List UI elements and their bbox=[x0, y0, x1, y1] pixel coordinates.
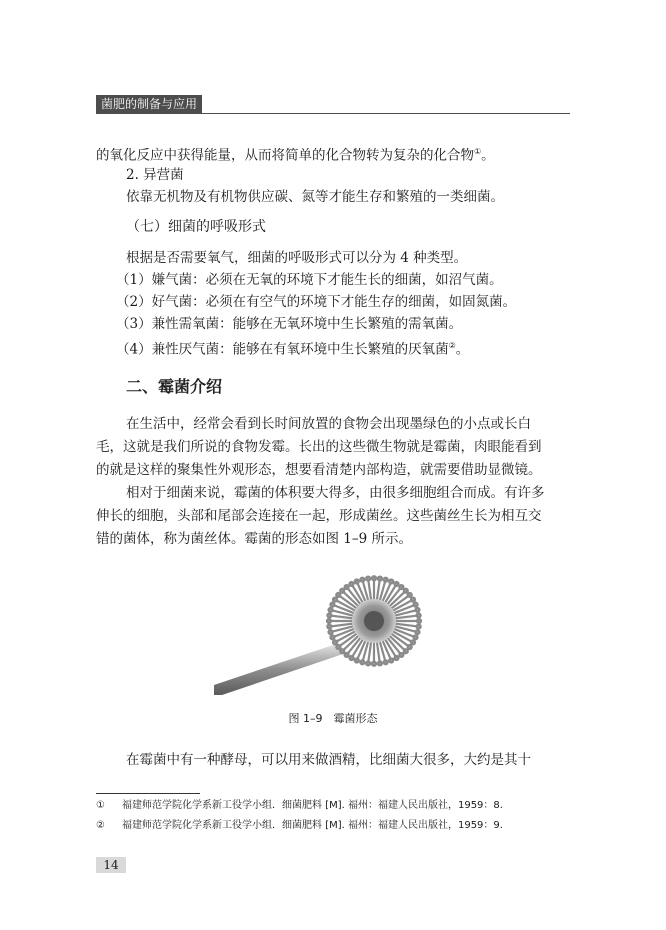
header-divider bbox=[96, 113, 570, 114]
paragraph-1-line-3: 的就是这样的聚集性外观形态，想要看清楚内部构造，就需要借助显微镜。 bbox=[96, 462, 542, 478]
figure-caption: 图 1–9 霉菌形态 bbox=[288, 712, 378, 725]
footnote-ref-1: ① bbox=[474, 147, 482, 156]
paragraph-2-line-1: 相对于细菌来说，霉菌的体积要大得多，由很多细胞组合而成。有许多 bbox=[126, 485, 545, 501]
running-header: 菌肥的制备与应用 bbox=[96, 95, 202, 113]
page-number: 14 bbox=[96, 857, 126, 873]
body-line: 根据是否需要氧气，细菌的呼吸形式可以分为 4 种类型。 bbox=[126, 250, 468, 266]
mold-sporangium-illustration bbox=[214, 573, 458, 695]
section-heading: （七）细菌的呼吸形式 bbox=[126, 219, 266, 235]
footnote-divider bbox=[96, 793, 200, 794]
list-item-2: （2）好气菌：必须在有空气的环境下才能生存的细菌，如固氮菌。 bbox=[116, 294, 517, 310]
chapter-heading: 二、霉菌介绍 bbox=[126, 377, 223, 396]
footnote-2: ② 福建师范学院化学系新工役学小组．细菌肥料 [M]. 福州：福建人民出版社，1959：9. bbox=[96, 820, 503, 831]
subheading-heterotroph: 2. 异营菌 bbox=[126, 167, 184, 183]
body-line: 依靠无机物及有机物供应碳、氮等才能生存和繁殖的一类细菌。 bbox=[126, 189, 504, 205]
paragraph-2-line-3: 错的菌体，称为菌丝体。霉菌的形态如图 1–9 所示。 bbox=[96, 531, 413, 547]
paragraph-1-line-1: 在生活中，经常会看到长时间放置的食物会出现墨绿色的小点或长白 bbox=[126, 416, 531, 432]
footnote-1: ① 福建师范学院化学系新工役学小组．细菌肥料 [M]. 福州：福建人民出版社，1959：8. bbox=[96, 800, 503, 811]
paragraph-2-line-2: 伸长的细胞，头部和尾部会连接在一起，形成菌丝。这些菌丝生长为相互交 bbox=[96, 508, 542, 524]
body-line: 的氧化反应中获得能量，从而将简单的化合物转为复杂的化合物①。 bbox=[96, 147, 495, 164]
paragraph-3-line-1: 在霉菌中有一种酵母，可以用来做酒精，比细菌大很多，大约是其十 bbox=[126, 752, 531, 768]
list-item-3: （3）兼性需氧菌：能够在无氧环境中生长繁殖的需氧菌。 bbox=[116, 316, 463, 332]
paragraph-1-line-2: 毛，这就是我们所说的食物发霉。长出的这些微生物就是霉菌，肉眼能看到 bbox=[96, 439, 542, 455]
footnote-ref-2: ② bbox=[448, 341, 456, 350]
mold-figure-image bbox=[214, 573, 458, 695]
list-item-1: （1）嫌气菌：必须在无氧的环境下才能生长的细菌，如沼气菌。 bbox=[116, 272, 503, 288]
list-item-4: （4）兼性厌气菌：能够在有氧环境中生长繁殖的厌氧菌②。 bbox=[116, 341, 470, 358]
